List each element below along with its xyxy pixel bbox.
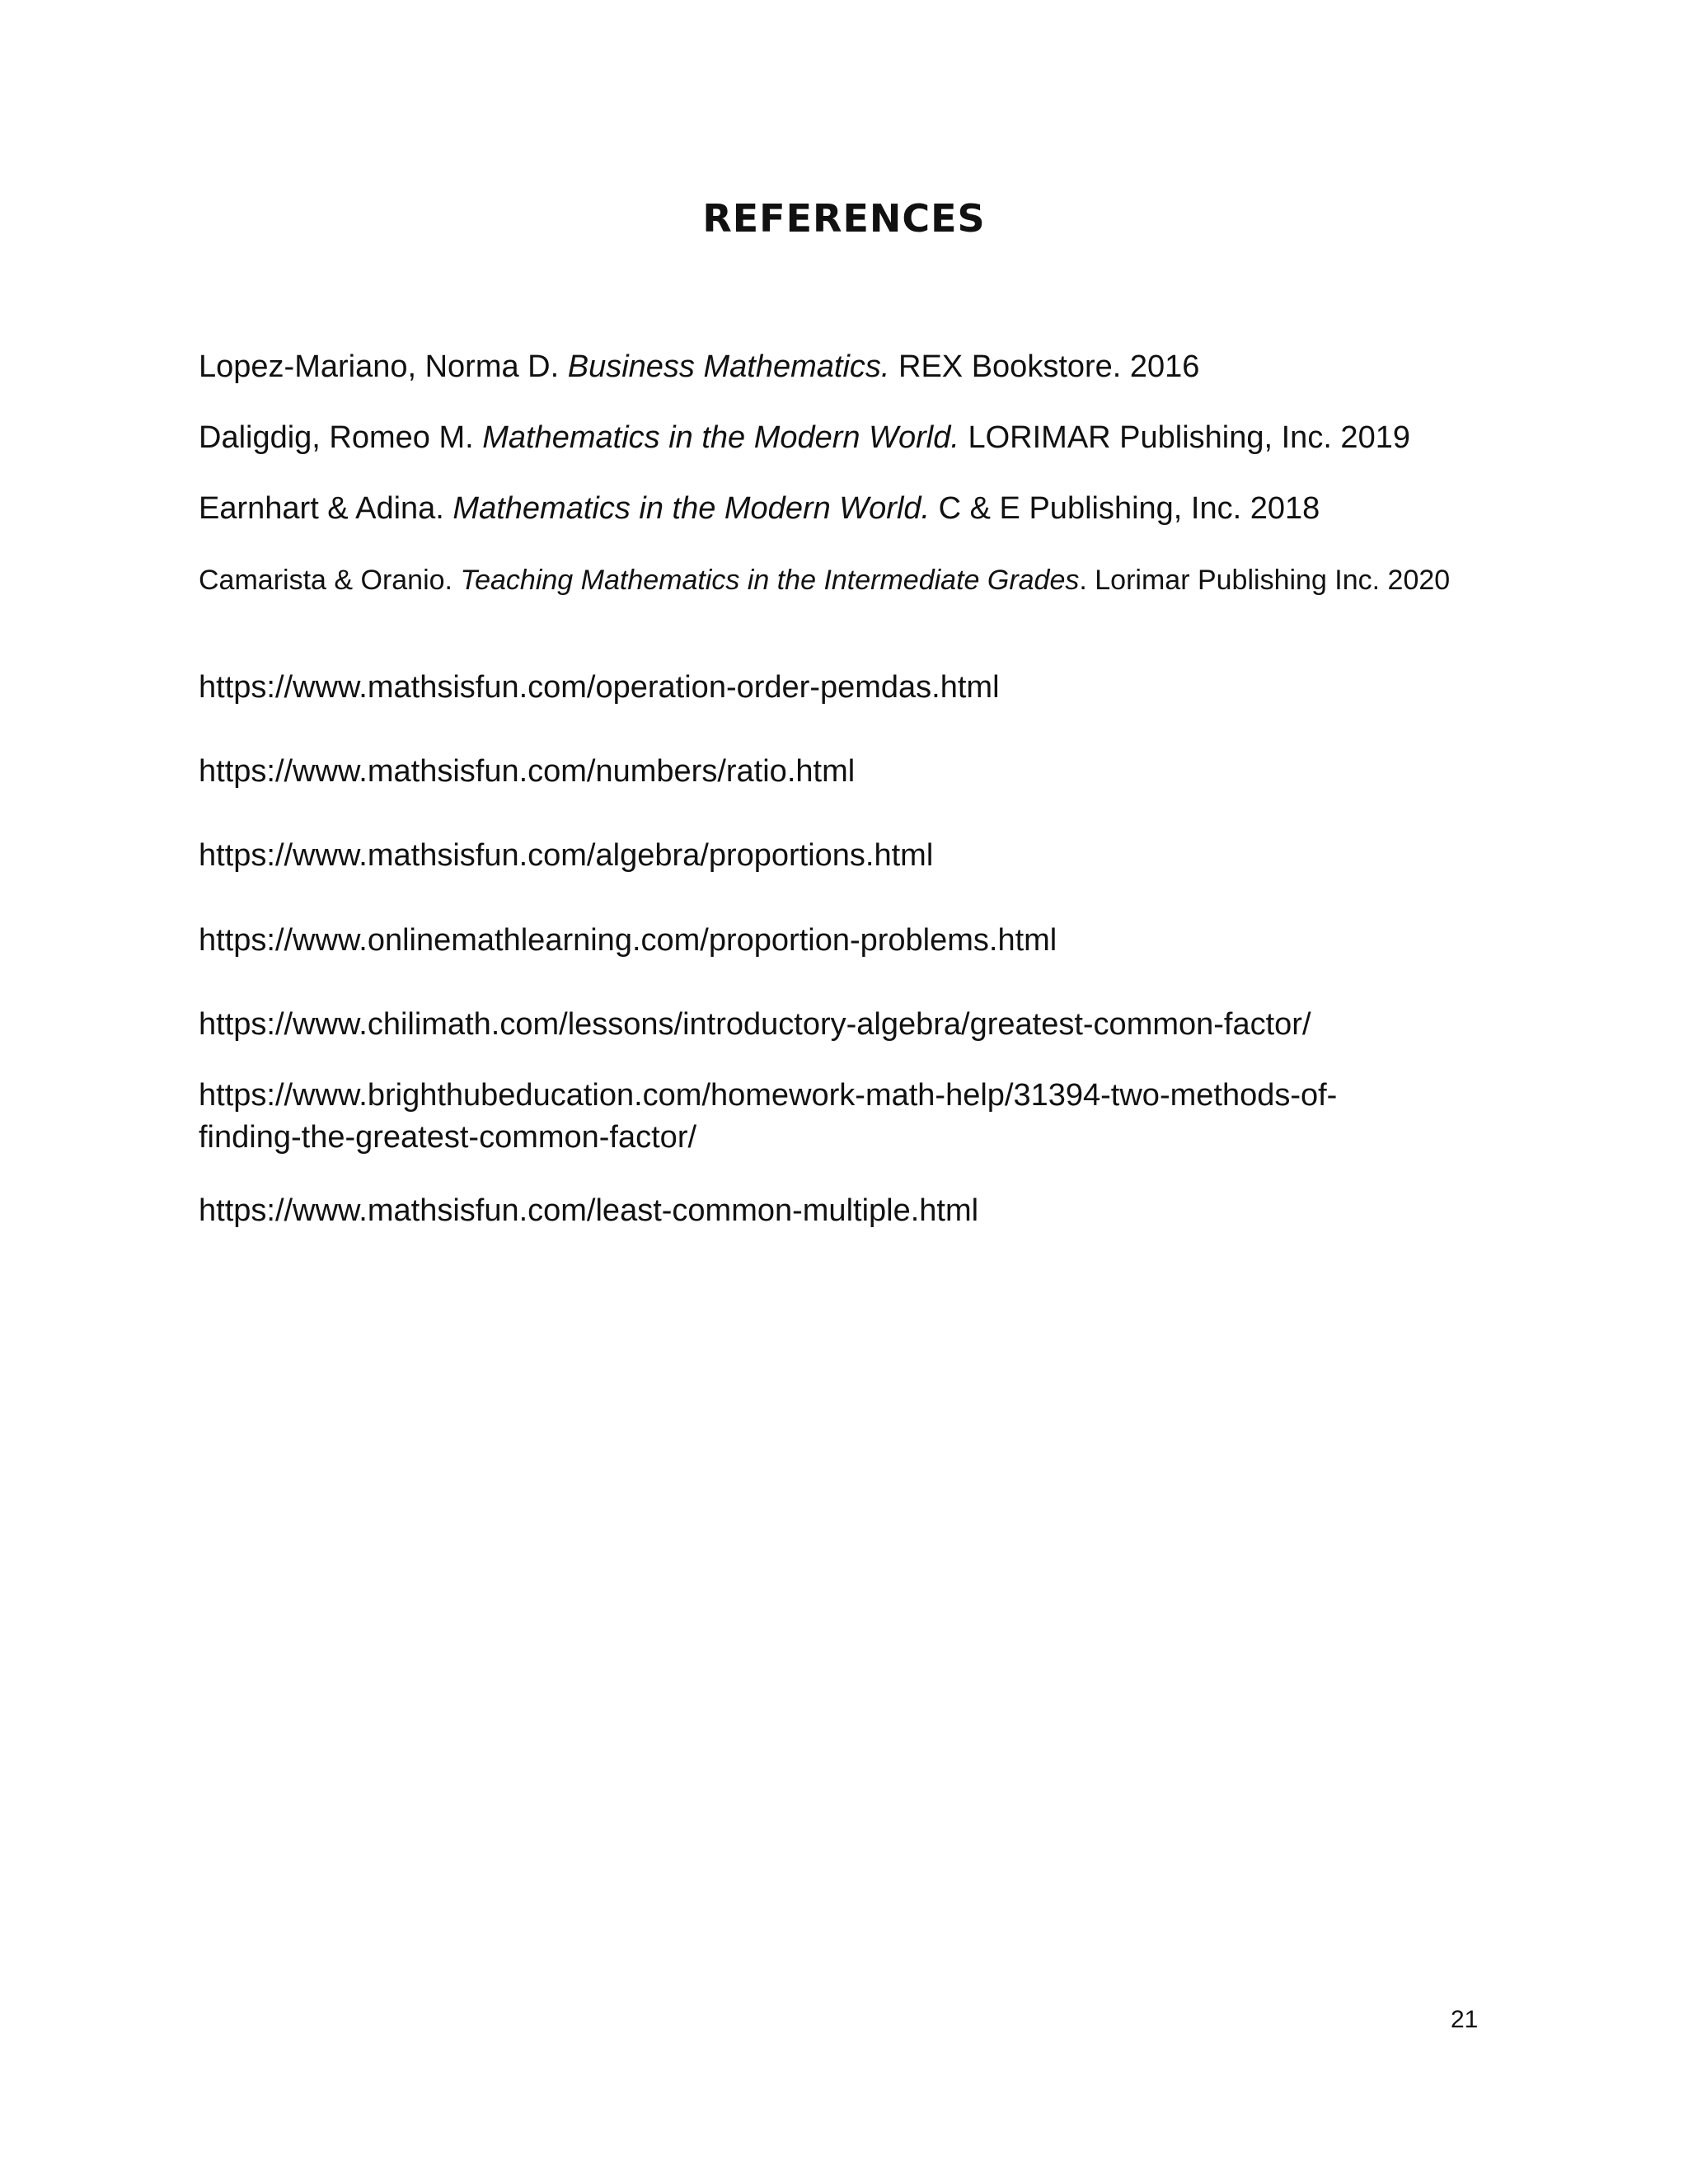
page-number: 21 — [1451, 2006, 1479, 2033]
reference-link[interactable]: https://www.mathsisfun.com/algebra/proportions.html — [199, 838, 934, 873]
reference-title: Mathematics in the Modern World. — [452, 491, 931, 526]
reference-link[interactable]: https://www.chilimath.com/lessons/introductory-algebra/greatest-common-factor/ — [199, 1007, 1311, 1042]
reference-link[interactable]: https://www.brighthubeducation.com/homework-math-help/31394-two-methods-of-finding-the-greatest-common-factor/ — [199, 1078, 1338, 1155]
reference-link[interactable]: https://www.mathsisfun.com/least-common-multiple.html — [199, 1193, 979, 1228]
reference-author: Lopez-Mariano, Norma D. — [199, 349, 568, 384]
reference-title: Business Mathematics. — [567, 349, 890, 384]
reference-author: Daligdig, Romeo M. — [199, 420, 483, 455]
reference-publisher: C & E Publishing, Inc. 2018 — [930, 491, 1320, 526]
reference-title: Teaching Mathematics in the Intermediate Grades — [460, 565, 1080, 596]
reference-link[interactable]: https://www.mathsisfun.com/operation-order-pemdas.html — [199, 670, 1000, 705]
reference-publisher: . Lorimar Publishing Inc. 2020 — [1079, 565, 1451, 596]
reference-link[interactable]: https://www.onlinemathlearning.com/proportion-problems.html — [199, 923, 1057, 958]
reference-link[interactable]: https://www.mathsisfun.com/numbers/ratio.html — [199, 754, 856, 789]
reference-title: Mathematics in the Modern World. — [482, 420, 959, 455]
reference-publisher: LORIMAR Publishing, Inc. 2019 — [959, 420, 1410, 455]
reference-item — [199, 417, 1517, 459]
reference-item — [199, 488, 1517, 530]
reference-item — [199, 346, 1517, 388]
reference-publisher: REX Bookstore. 2016 — [889, 349, 1200, 384]
reference-author: Camarista & Oranio. — [199, 565, 461, 596]
reference-item — [199, 560, 1501, 600]
reference-author: Earnhart & Adina. — [199, 491, 453, 526]
page-title: REFERENCES — [702, 196, 986, 241]
